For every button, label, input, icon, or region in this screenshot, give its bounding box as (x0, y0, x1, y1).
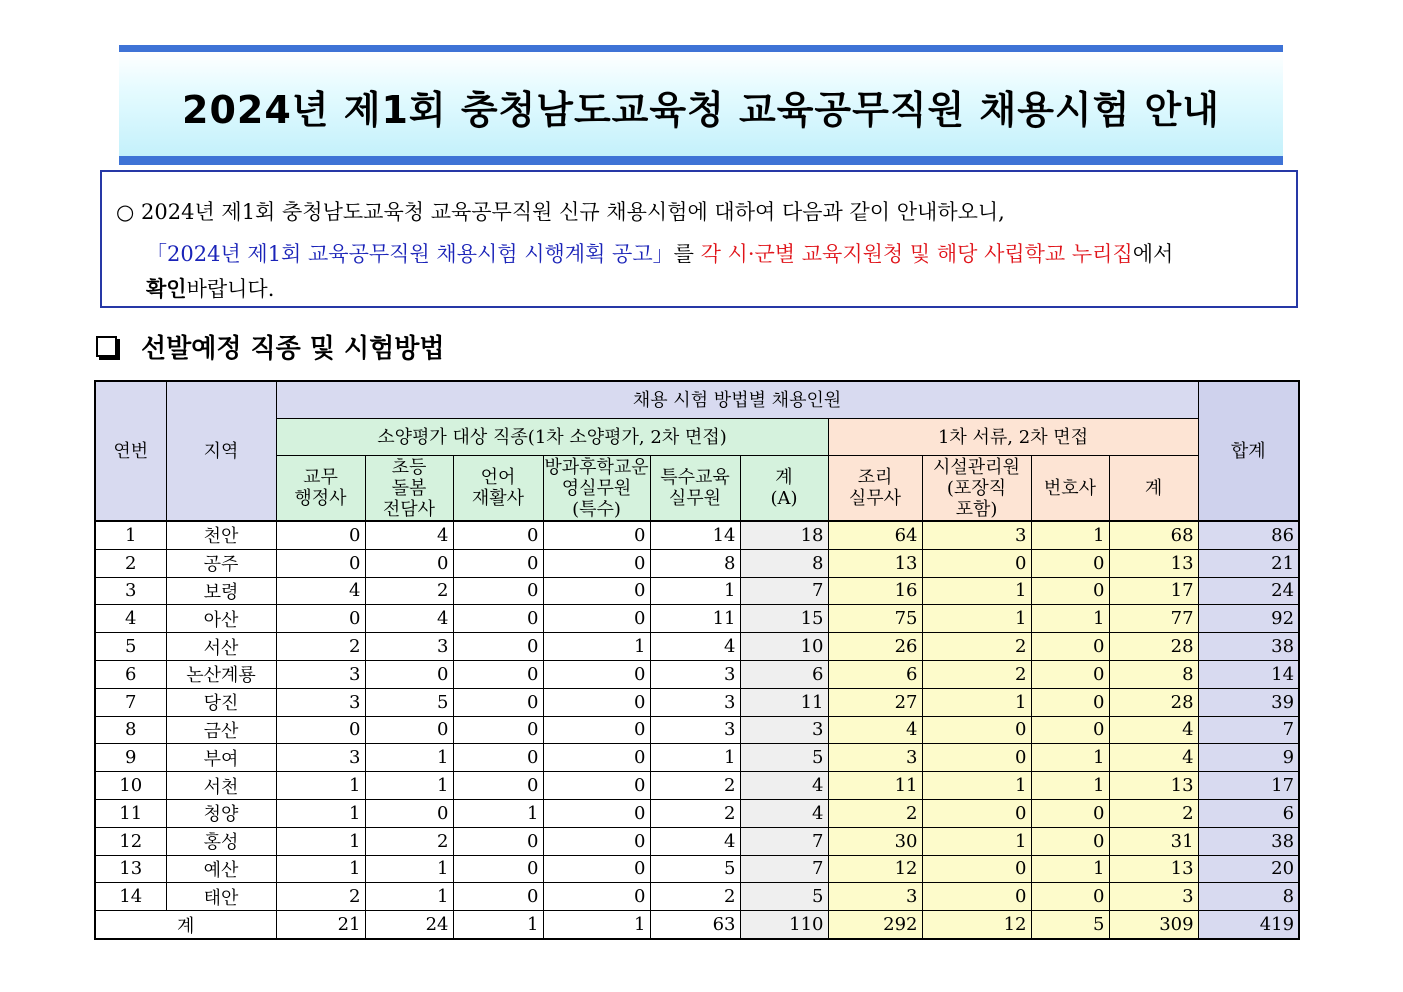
table-cell: 77 (1109, 605, 1198, 633)
column-header-line: (포장직 (946, 477, 1007, 499)
table-cell: 2 (828, 799, 922, 827)
table-cell: 2 (922, 633, 1031, 661)
row-number: 7 (95, 688, 166, 716)
table-cell: 0 (922, 799, 1031, 827)
table-cell: 17 (1109, 577, 1198, 605)
column-header (276, 456, 365, 522)
total-cell: 110 (740, 911, 828, 939)
row-number: 10 (95, 772, 166, 800)
table-cell: 1 (276, 772, 365, 800)
row-number: 12 (95, 827, 166, 855)
table-cell: 0 (365, 799, 453, 827)
column-header (1031, 456, 1109, 522)
table-cell: 2 (650, 883, 740, 911)
table-cell: 0 (543, 744, 650, 772)
table-cell: 0 (1031, 799, 1109, 827)
table-cell: 0 (922, 855, 1031, 883)
column-header-line: 포함) (955, 498, 998, 520)
table-cell: 5 (365, 688, 453, 716)
table-cell: 3 (276, 660, 365, 688)
table-cell: 16 (828, 577, 922, 605)
total-cell: 292 (828, 911, 922, 939)
row-number: 2 (95, 549, 166, 577)
table-cell: 0 (922, 549, 1031, 577)
row-region: 홍성 (166, 827, 276, 855)
column-header (365, 456, 453, 522)
table-cell: 1 (922, 827, 1031, 855)
notice-confirm: 확인 (146, 276, 187, 301)
row-number: 3 (95, 577, 166, 605)
table-cell: 0 (365, 716, 453, 744)
column-header-line: (특수) (572, 498, 621, 520)
row-region: 부여 (166, 744, 276, 772)
table-cell: 2 (650, 799, 740, 827)
table-cell: 14 (1198, 660, 1299, 688)
total-cell: 21 (276, 911, 365, 939)
table-cell: 1 (365, 772, 453, 800)
total-cell: 309 (1109, 911, 1198, 939)
column-header-line: 재활사 (471, 488, 525, 509)
row-number: 14 (95, 883, 166, 911)
table-cell: 0 (922, 716, 1031, 744)
table-cell: 0 (1031, 716, 1109, 744)
header-total: 합계 (1198, 381, 1299, 521)
row-number: 6 (95, 660, 166, 688)
header-group-document: 1차 서류, 2차 면접 (828, 419, 1198, 456)
table-cell: 0 (276, 521, 365, 549)
table-cell: 13 (1109, 855, 1198, 883)
table-cell: 0 (543, 660, 650, 688)
table-cell: 1 (276, 855, 365, 883)
row-number: 4 (95, 605, 166, 633)
row-number: 9 (95, 744, 166, 772)
table-cell: 15 (740, 605, 828, 633)
notice-box (100, 170, 1298, 308)
row-region: 금산 (166, 716, 276, 744)
table-cell: 13 (828, 549, 922, 577)
notice-line-3 (146, 273, 274, 303)
table-cell: 7 (740, 827, 828, 855)
table-cell: 0 (543, 577, 650, 605)
table-cell: 0 (1031, 633, 1109, 661)
column-header-line: 언어 (480, 467, 516, 488)
table-cell: 68 (1109, 521, 1198, 549)
table-cell: 28 (1109, 633, 1198, 661)
table-cell: 1 (276, 827, 365, 855)
table-row (95, 549, 1299, 577)
table-cell: 0 (276, 716, 365, 744)
table-cell: 0 (453, 577, 543, 605)
table-cell: 0 (365, 549, 453, 577)
table-cell: 0 (453, 883, 543, 911)
table-cell: 11 (740, 688, 828, 716)
page-title: 2024년 제1회 충청남도교육청 교육공무직원 채용시험 안내 (182, 88, 1220, 132)
table-cell: 7 (740, 577, 828, 605)
column-header (922, 456, 1031, 522)
table-cell: 38 (1198, 633, 1299, 661)
table-cell: 6 (828, 660, 922, 688)
table-cell: 4 (650, 827, 740, 855)
table-row (95, 716, 1299, 744)
total-cell: 419 (1198, 911, 1299, 939)
table-cell: 4 (828, 716, 922, 744)
table-cell: 1 (650, 577, 740, 605)
table-cell: 28 (1109, 688, 1198, 716)
notice-line-1: ○ 2024년 제1회 충청남도교육청 교육공무직원 신규 채용시험에 대하여 다음과 같이 안내하오니, (116, 200, 1005, 224)
table-cell: 64 (828, 521, 922, 549)
row-number: 1 (95, 521, 166, 549)
column-header (1109, 456, 1198, 522)
table-cell: 0 (1031, 660, 1109, 688)
table-cell: 0 (365, 660, 453, 688)
column-header-line: 실무사 (848, 488, 902, 509)
table-cell: 2 (922, 660, 1031, 688)
notice-sites: 각 시·군별 교육지원청 및 해당 사립학교 누리집 (700, 242, 1133, 266)
table-cell: 2 (276, 883, 365, 911)
table-row (95, 688, 1299, 716)
row-region: 천안 (166, 521, 276, 549)
table-row (95, 744, 1299, 772)
table-cell: 4 (365, 605, 453, 633)
title-band (119, 45, 1283, 165)
table-cell: 0 (453, 660, 543, 688)
table-cell: 4 (650, 633, 740, 661)
row-region: 태안 (166, 883, 276, 911)
table-cell: 3 (276, 688, 365, 716)
column-header (740, 456, 828, 522)
table-cell: 0 (1031, 883, 1109, 911)
table-cell: 3 (650, 716, 740, 744)
table-cell: 13 (1109, 549, 1198, 577)
column-header-line: 조리 (857, 467, 893, 488)
table-cell: 3 (922, 521, 1031, 549)
table-cell: 3 (650, 688, 740, 716)
table-cell: 1 (365, 883, 453, 911)
table-cell: 4 (276, 577, 365, 605)
table-cell: 12 (828, 855, 922, 883)
table-cell: 18 (740, 521, 828, 549)
table-cell: 0 (453, 688, 543, 716)
table-cell: 26 (828, 633, 922, 661)
table-cell: 0 (543, 549, 650, 577)
title-bar-bottom (119, 156, 1283, 165)
table-row (95, 577, 1299, 605)
table-cell: 3 (276, 744, 365, 772)
table-cell: 0 (1031, 827, 1109, 855)
table-cell: 27 (828, 688, 922, 716)
table-cell: 0 (453, 744, 543, 772)
table-cell: 8 (1198, 883, 1299, 911)
table-cell: 4 (1109, 716, 1198, 744)
table-cell: 1 (1031, 744, 1109, 772)
total-label: 계 (95, 911, 276, 939)
table-cell: 1 (922, 772, 1031, 800)
table-cell: 0 (453, 827, 543, 855)
table-cell: 0 (543, 827, 650, 855)
table-cell: 0 (276, 605, 365, 633)
table-cell: 5 (740, 744, 828, 772)
table-cell: 7 (1198, 716, 1299, 744)
total-cell: 12 (922, 911, 1031, 939)
table-cell: 0 (543, 688, 650, 716)
table-cell: 0 (543, 772, 650, 800)
table-cell: 17 (1198, 772, 1299, 800)
table-cell: 0 (1031, 577, 1109, 605)
table-cell: 0 (543, 605, 650, 633)
table-cell: 1 (1031, 521, 1109, 549)
table-cell: 8 (740, 549, 828, 577)
table-cell: 1 (365, 855, 453, 883)
table-cell: 1 (1031, 772, 1109, 800)
table-cell: 1 (276, 799, 365, 827)
table-cell: 4 (1109, 744, 1198, 772)
table-cell: 0 (543, 716, 650, 744)
table-cell: 1 (543, 633, 650, 661)
table-cell: 30 (828, 827, 922, 855)
table-cell: 0 (453, 772, 543, 800)
table-cell: 39 (1198, 688, 1299, 716)
table-cell: 3 (650, 660, 740, 688)
table-row (95, 633, 1299, 661)
row-region: 논산계룡 (166, 660, 276, 688)
title-bar-top (119, 45, 1283, 52)
table-cell: 1 (1031, 855, 1109, 883)
total-row (95, 911, 1299, 939)
table-cell: 4 (740, 772, 828, 800)
table-cell: 0 (453, 633, 543, 661)
table-cell: 75 (828, 605, 922, 633)
column-header (453, 456, 543, 522)
notice-line-2-end: 에서 (1132, 242, 1174, 266)
table-cell: 92 (1198, 605, 1299, 633)
column-header-line: 영실무원 (561, 477, 632, 499)
header-group-aptitude: 소양평가 대상 직종(1차 소양평가, 2차 면접) (276, 419, 828, 456)
table-cell: 0 (276, 549, 365, 577)
table-row (95, 855, 1299, 883)
table-cell: 38 (1198, 827, 1299, 855)
header-region: 지역 (166, 381, 276, 521)
table-cell: 86 (1198, 521, 1299, 549)
row-number: 11 (95, 799, 166, 827)
table-row (95, 660, 1299, 688)
table-cell: 1 (650, 744, 740, 772)
table-row (95, 883, 1299, 911)
row-region: 당진 (166, 688, 276, 716)
table-cell: 2 (365, 577, 453, 605)
table-cell: 3 (828, 744, 922, 772)
table-cell: 0 (922, 744, 1031, 772)
section-title-text: 선발예정 직종 및 시험방법 (141, 334, 445, 364)
column-header (828, 456, 922, 522)
column-header-line: (A) (770, 488, 798, 509)
table-cell: 0 (453, 716, 543, 744)
column-header-line: 특수교육 (660, 467, 730, 488)
header-no: 연번 (95, 381, 166, 521)
table-cell: 0 (1031, 549, 1109, 577)
column-header-line: 실무원 (668, 488, 722, 509)
row-number: 8 (95, 716, 166, 744)
table-cell: 3 (740, 716, 828, 744)
column-header-line: 시설관리원 (933, 456, 1020, 478)
table-cell: 7 (740, 855, 828, 883)
section-title (96, 328, 444, 365)
row-region: 아산 (166, 605, 276, 633)
table-cell: 4 (365, 521, 453, 549)
table-cell: 1 (365, 744, 453, 772)
table-row (95, 827, 1299, 855)
column-header (650, 456, 740, 522)
row-number: 5 (95, 633, 166, 661)
row-region: 공주 (166, 549, 276, 577)
recruitment-table (94, 380, 1300, 940)
table-row (95, 772, 1299, 800)
table-cell: 5 (650, 855, 740, 883)
notice-line-3-rest: 바랍니다. (186, 277, 275, 301)
table-cell: 0 (543, 855, 650, 883)
notice-line-2-mid: 를 (673, 242, 701, 266)
column-header-line: 초등 (391, 456, 427, 478)
table-cell: 3 (1109, 883, 1198, 911)
table-cell: 0 (543, 799, 650, 827)
column-header-line: 돌봄 (391, 477, 427, 499)
table-cell: 2 (1109, 799, 1198, 827)
table-cell: 1 (453, 799, 543, 827)
table-cell: 11 (828, 772, 922, 800)
table-cell: 0 (453, 549, 543, 577)
table-cell: 11 (650, 605, 740, 633)
table-cell: 13 (1109, 772, 1198, 800)
table-cell: 1 (1031, 605, 1109, 633)
table-cell: 3 (828, 883, 922, 911)
table-cell: 1 (922, 688, 1031, 716)
column-header-line: 전담사 (382, 498, 436, 520)
table-cell: 1 (922, 577, 1031, 605)
table-cell: 0 (543, 521, 650, 549)
column-header-line: 계 (775, 467, 793, 488)
column-header-line: 번호사 (1043, 477, 1097, 499)
table-cell: 3 (365, 633, 453, 661)
table-cell: 0 (1031, 688, 1109, 716)
table-cell: 14 (650, 521, 740, 549)
table-cell: 4 (740, 799, 828, 827)
table-row (95, 799, 1299, 827)
table-cell: 21 (1198, 549, 1299, 577)
column-header-line: 교무 (303, 467, 338, 488)
table-cell: 8 (1109, 660, 1198, 688)
total-cell: 1 (453, 911, 543, 939)
table-cell: 5 (740, 883, 828, 911)
table-cell: 8 (650, 549, 740, 577)
table-cell: 2 (276, 633, 365, 661)
table-cell: 0 (543, 883, 650, 911)
row-region: 청양 (166, 799, 276, 827)
table-cell: 6 (1198, 799, 1299, 827)
row-region: 서산 (166, 633, 276, 661)
header-method: 채용 시험 방법별 채용인원 (276, 381, 1198, 419)
table-cell: 10 (740, 633, 828, 661)
column-header-line: 방과후학교운 (544, 456, 649, 478)
table-row (95, 605, 1299, 633)
column-header (543, 456, 650, 522)
table-cell: 0 (453, 521, 543, 549)
checkbox-icon (96, 336, 117, 357)
table-cell: 24 (1198, 577, 1299, 605)
row-region: 서천 (166, 772, 276, 800)
total-cell: 24 (365, 911, 453, 939)
table-cell: 2 (365, 827, 453, 855)
total-cell: 1 (543, 911, 650, 939)
total-cell: 63 (650, 911, 740, 939)
table-cell: 20 (1198, 855, 1299, 883)
column-header-line: 계 (1144, 477, 1163, 499)
table-cell: 6 (740, 660, 828, 688)
table-cell: 1 (922, 605, 1031, 633)
table-cell: 0 (453, 855, 543, 883)
total-cell: 5 (1031, 911, 1109, 939)
notice-line-2 (146, 238, 1173, 268)
notice-announcement-title: 「2024년 제1회 교육공무직원 채용시험 시행계획 공고」 (146, 242, 674, 266)
table-row (95, 521, 1299, 549)
table-cell: 0 (453, 605, 543, 633)
table-cell: 0 (922, 883, 1031, 911)
table-cell: 9 (1198, 744, 1299, 772)
row-region: 예산 (166, 855, 276, 883)
row-number: 13 (95, 855, 166, 883)
table-cell: 2 (650, 772, 740, 800)
table-cell: 31 (1109, 827, 1198, 855)
column-header-line: 행정사 (294, 488, 347, 509)
row-region: 보령 (166, 577, 276, 605)
